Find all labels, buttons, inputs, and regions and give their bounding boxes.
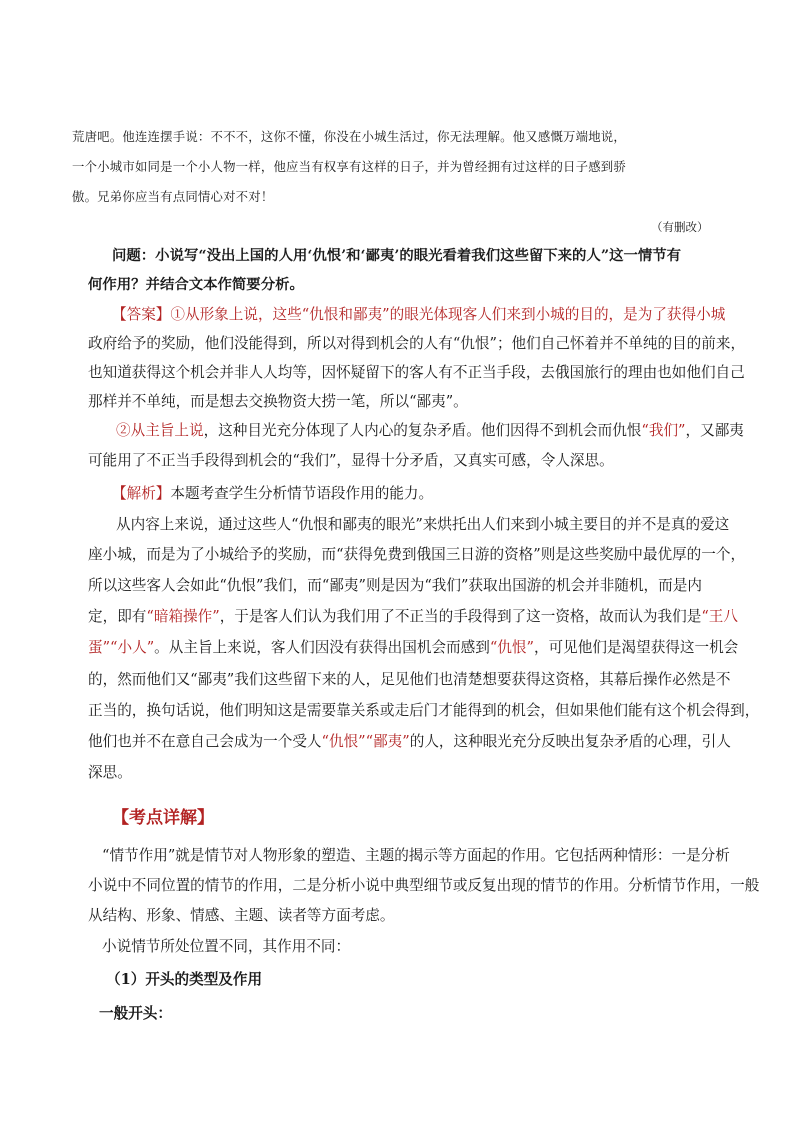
analysis-line-0 [112, 484, 433, 504]
subheading-opening-types: （1）开头的类型及作用 [106, 971, 263, 988]
answer-p2-label: ②从主旨上说 [116, 422, 204, 439]
analysis-l8b: 的人，这种眼光充分反映出复杂矛盾的心理，引人 [409, 733, 731, 750]
answer-line-1 [112, 305, 725, 325]
answer-p1-first: ①从形象上说，这些“仇恨和鄙夷”的眼光体现客人们来到小城的目的，是为了获得小城 [170, 306, 726, 323]
analysis-l8-red: “仇恨”“鄙夷” [321, 733, 410, 750]
analysis-line-9: 深思。 [88, 764, 132, 781]
answer-p2-we: “我们” [641, 422, 686, 439]
section-p2: 小说中不同位置的情节的作用，二是分析小说中典型细节或反复出现的情节的作用。分析情节作用，一般 [88, 877, 760, 894]
quote-line-1: 荒唐吧。他连连摆手说：不不不，这你不懂，你没在小城生活过，你无法理解。他又感慨万端地说， [72, 129, 626, 144]
answer-p2-end: ，又鄙夷 [685, 422, 744, 439]
answer-tag: 【答案】 [112, 306, 171, 323]
analysis-intro: 本题考查学生分析情节语段作用的能力。 [170, 485, 434, 502]
analysis-tag: 【解析】 [112, 485, 171, 502]
source-note: （有删改） [651, 220, 709, 234]
analysis-l5-red: 蛋”“小人” [88, 639, 155, 656]
analysis-line-5 [88, 638, 738, 658]
analysis-l4a: 定，即有 [88, 608, 147, 625]
analysis-line-6: 的，然而他们又“鄙夷”我们这些留下来的人，足见他们也清楚想要获得这资格，其幕后操作必然是不 [88, 671, 731, 688]
answer-line-6: 可能用了不正当手段得到机会的“我们”，显得十分矛盾，又真实可感，令人深思。 [88, 452, 614, 469]
subheading-general-opening: 一般开头： [99, 1005, 172, 1022]
analysis-l4-red2: “王八 [701, 608, 738, 625]
section-header: 【考点详解】 [112, 808, 214, 828]
quote-line-3: 傲。兄弟你应当有点同情心对不对！ [72, 189, 274, 204]
answer-line-5 [116, 421, 744, 441]
answer-p2-text: ，这种目光充分体现了人内心的复杂矛盾。他们因得不到机会而仇恨 [203, 422, 642, 439]
question-line-1: 问题：小说写“没出上国的人用‘仇恨’和‘鄙夷’的眼光看着我们这些留下来的人”这一情节有 [112, 247, 682, 264]
question-line-2: 何作用？并结合文本作简要分析。 [88, 276, 304, 293]
analysis-line-3: 所以这些客人会如此“仇恨”我们，而“鄙夷”则是因为“我们”获取出国游的机会并非随机，而是内 [88, 577, 702, 594]
analysis-line-1: 从内容上来说，通过这些人“仇恨和鄙夷的眼光”来烘托出人们来到小城主要目的并不是真的爱这 [116, 516, 730, 533]
analysis-line-8 [88, 732, 731, 752]
section-p4: 小说情节所处位置不同，其作用不同： [102, 938, 351, 955]
analysis-l5-red2: “仇恨” [489, 639, 534, 656]
analysis-line-2: 座小城，而是为了小城给予的奖励，而“获得免费到俄国三日游的资格”则是这些奖励中最优厚的一个， [88, 546, 746, 563]
quote-line-2: 一个小城市如同是一个小人物一样，他应当有权享有这样的日子，并为曾经拥有过这样的日子感到骄 [72, 159, 626, 174]
answer-line-4: 那样并不单纯，而是想去交换物资大捞一笔，所以“鄙夷”。 [88, 393, 468, 410]
analysis-l4b: ，于是客人们认为我们用了不正当的手段得到了这一资格，故而认为我们是 [219, 608, 702, 625]
analysis-l8a: 他们也并不在意自己会成为一个受人 [88, 733, 322, 750]
analysis-line-4 [88, 607, 738, 627]
analysis-l4-red: “暗箱操作” [146, 608, 220, 625]
section-p3: 从结构、形象、情感、主题、读者等方面考虑。 [88, 907, 395, 924]
section-p1: “情节作用”就是情节对人物形象的塑造、主题的揭示等方面起的作用。它包括两种情形：一是分析 [102, 847, 730, 864]
answer-line-2: 政府给予的奖励，他们没能得到，所以对得到机会的人有“仇恨”；他们自己怀着并不单纯的目的前来， [88, 335, 746, 352]
analysis-l5c: ，可见他们是渴望获得这一机会 [533, 639, 739, 656]
answer-line-3: 也知道获得这个机会并非人人均等，因怀疑留下的客人有不正当手段，去俄国旅行的理由也如他们自己 [88, 364, 745, 381]
analysis-line-7: 正当的，换句话说，他们明知这是需要靠关系或走后门才能得到的机会，但如果他们能有这个机会得到， [88, 702, 760, 719]
analysis-l5b: 。从主旨上来说，客人们因没有获得出国机会而感到 [154, 639, 490, 656]
